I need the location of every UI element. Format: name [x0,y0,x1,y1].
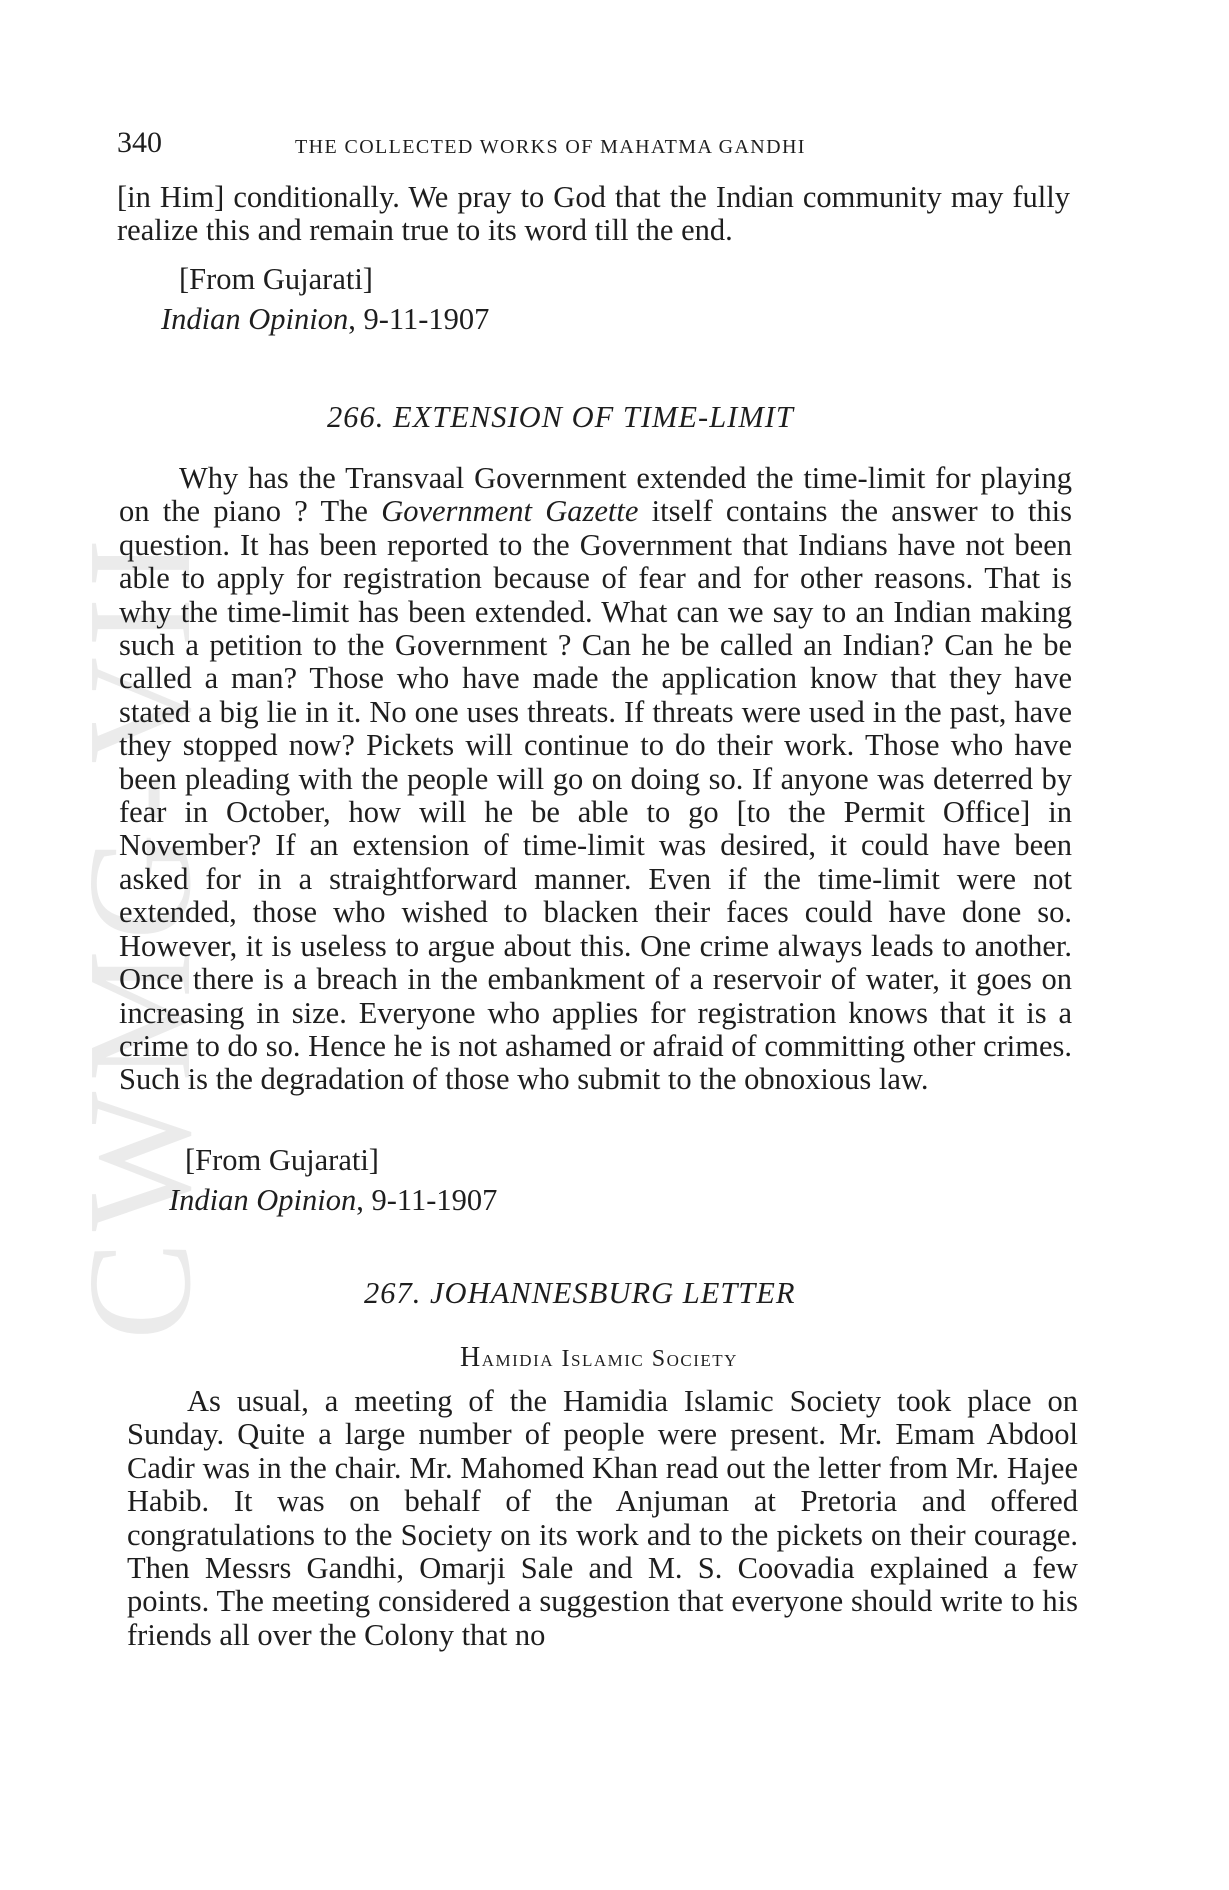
source-publication: Indian Opinion [169,1183,357,1217]
source-citation [161,300,489,338]
paragraph-text: Why has the Transvaal Government extended the time-limit for playing on the piano ? The [119,461,1072,529]
source-language: [From Gujarati] [179,262,373,296]
paragraph-text: itself contains the answer to this question. It has been reported to the Government that Indians have not been able to apply for registration because of fear and for other reasons. That is why the time-limit has been extended. What can we say to an Indian making such a petition to the Government ? Can he be called an Indian? Can he be called a man? Those who have made the application know that they have stated a big lie in it. No one uses threats. If threats were used in the past, have they stopped now? Pickets will continue to do their work. Those who have been pleading with the people will go on doing so. If anyone was deterred by fear in October, how will he be able to go [to the Permit Office] in November? If an extension of time-limit was desired, it could have been asked for in a straightforward manner. Even if the time-limit were not extended, those who wished to blacken their faces could have done so. However, it is useless to argue about this. One crime always leads to another. Once there is a breach in the embankment of a reservoir of water, it goes on increasing in size. Everyone who applies for registration knows that it is a crime to do so. Hence he is not ashamed or afraid of committing other crimes. Such is the degradation of those who submit to the obnoxious law. [119,494,1072,1097]
source-date: , 9-11-1907 [348,302,490,336]
article-266-paragraph [119,462,1072,1097]
article-267-subheading: Hamidia Islamic Society [460,1342,738,1373]
gazette-title: Government Gazette [381,494,639,529]
source-language: [From Gujarati] [185,1143,379,1177]
watermark: CWMG-VII [58,528,222,1340]
running-head: THE COLLECTED WORKS OF MAHATMA GANDHI [295,136,806,158]
source-citation [169,1181,497,1219]
source-publication: Indian Opinion [161,302,349,336]
article-267-title: 267. JOHANNESBURG LETTER [364,1276,796,1310]
article-267-paragraph: As usual, a meeting of the Hamidia Islamic Society took place on Sunday. Quite a large number of people were present. Mr. Emam Abdool Cadir was in the chair. Mr. Mahomed Khan read out the letter from Mr. Hajee Habib. It was on behalf of the Anjuman at Pretoria and offered congratulations to the Society on its work and to the pickets on their courage. Then Messrs Gandhi, Omarji Sale and M. S. Coovadia explained a few points. The meeting considered a suggestion that everyone should write to his friends all over the Colony that no [127,1384,1078,1652]
source-date: , 9-11-1907 [356,1183,498,1217]
continuation-paragraph: [in Him] conditionally. We pray to God that the Indian community may fully realize this and remain true to its word till the end. [117,180,1070,248]
page-number: 340 [117,126,162,159]
article-266-title: 266. EXTENSION OF TIME-LIMIT [327,400,794,434]
